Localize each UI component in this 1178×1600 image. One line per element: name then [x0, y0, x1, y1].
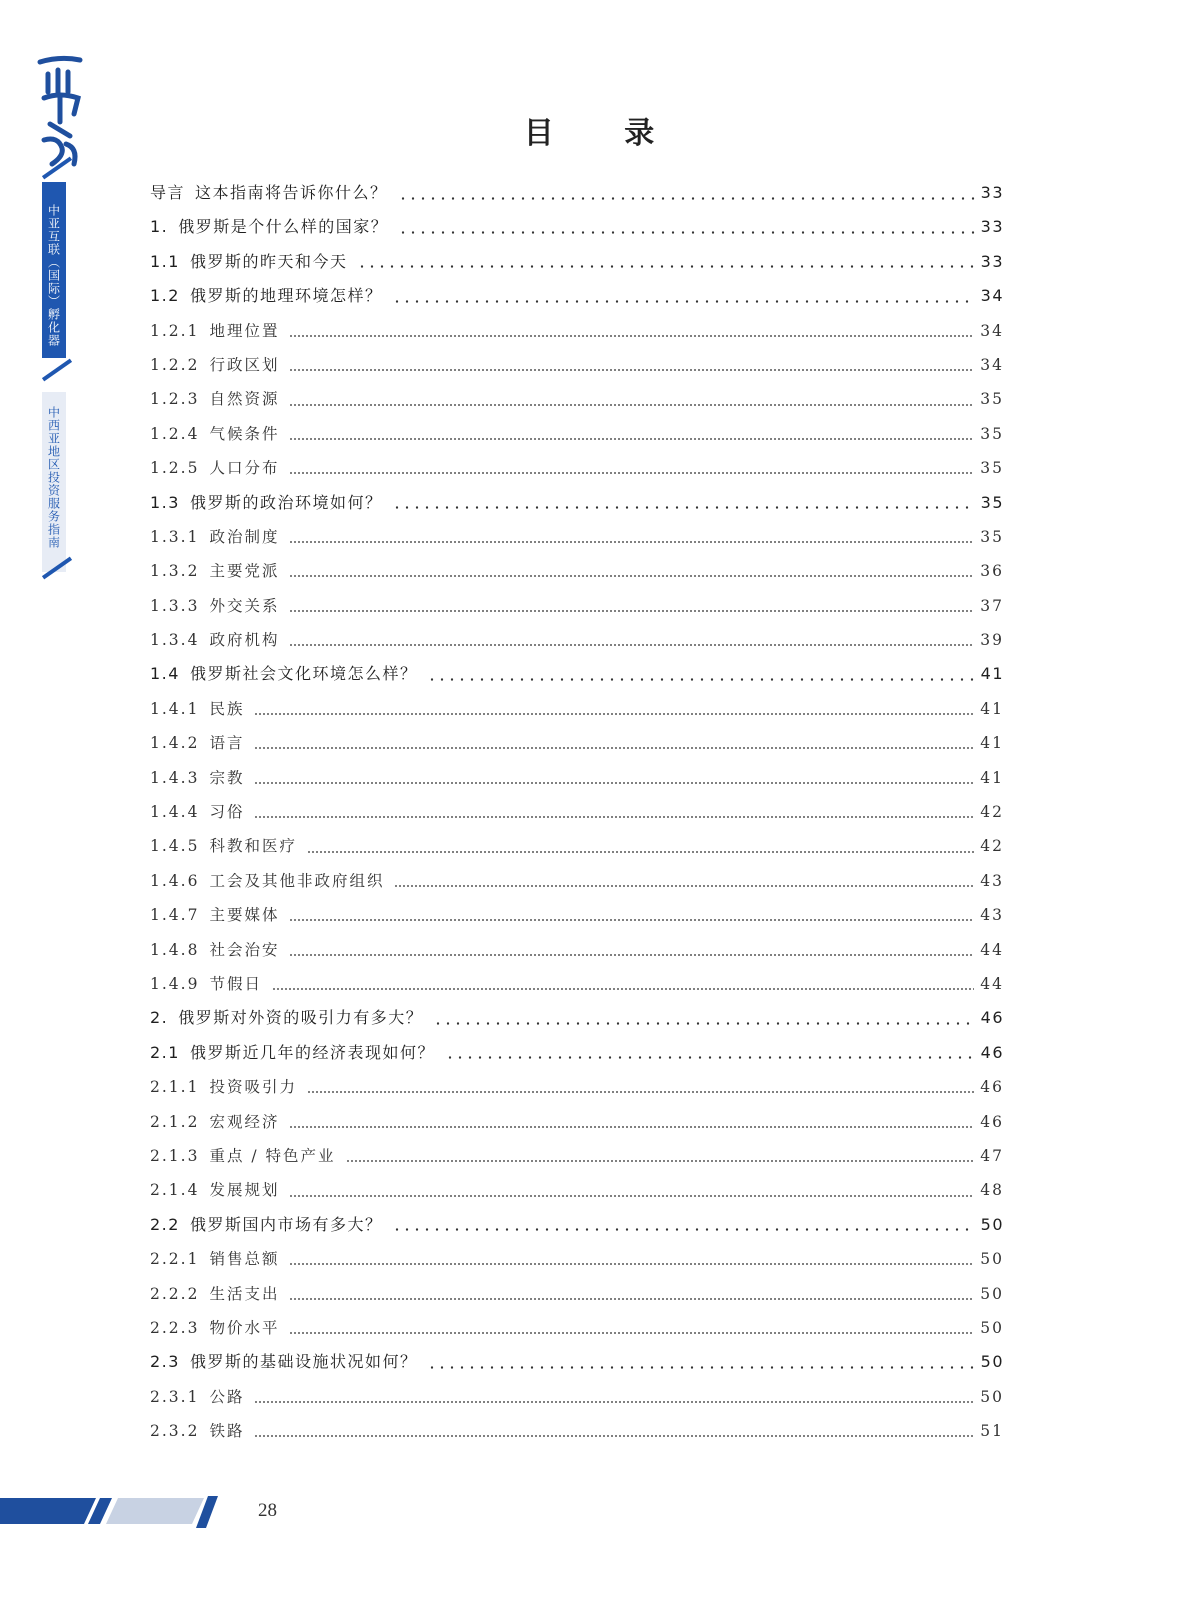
- toc-leader-dots: [357, 265, 974, 268]
- toc-entry[interactable]: [150, 692, 1004, 726]
- toc-entry-label: 科教和医疗: [209, 837, 297, 856]
- toc-entry-page: 34: [980, 321, 1004, 340]
- toc-leader-dots: [289, 335, 974, 337]
- toc-entry-label: 行政区划: [209, 355, 280, 374]
- toc-entry-number: 1.4.7: [150, 906, 200, 925]
- toc-entry[interactable]: [150, 1380, 1004, 1414]
- toc-entry-number: 1.4.1: [150, 699, 200, 718]
- toc-leader-dots: [392, 1228, 974, 1231]
- toc-leader-dots: [392, 300, 974, 303]
- spine-label-secondary: 中西亚地区投资服务指南: [42, 392, 66, 572]
- toc-entry-label: 重点 / 特色产业: [209, 1146, 336, 1165]
- toc-entry-label: 铁路: [209, 1422, 245, 1441]
- toc-leader-dots: [254, 1435, 974, 1437]
- toc-entry-page: 37: [980, 596, 1004, 615]
- toc-leader-dots: [392, 506, 974, 509]
- toc-entry[interactable]: [150, 1173, 1004, 1207]
- toc-entry-label: 发展规划: [209, 1181, 280, 1200]
- toc-leader-dots: [289, 610, 974, 612]
- toc-entry-label: 政府机构: [209, 631, 280, 650]
- toc-entry[interactable]: [150, 795, 1004, 829]
- toc-entry[interactable]: [150, 554, 1004, 588]
- page-title: 目 录: [523, 116, 685, 151]
- toc-entry-number: 1.3: [150, 492, 180, 512]
- toc-entry-page: 48: [980, 1181, 1004, 1200]
- toc-leader-dots: [254, 1401, 974, 1403]
- toc-entry-page: 46: [980, 1112, 1004, 1131]
- toc-entry[interactable]: [150, 967, 1004, 1001]
- toc-entry-page: 50: [980, 1214, 1004, 1234]
- toc-entry-label: 外交关系: [209, 596, 280, 615]
- toc-entry-number: 1.2.4: [150, 424, 200, 443]
- toc-entry[interactable]: [150, 761, 1004, 795]
- toc-entry[interactable]: [150, 1139, 1004, 1173]
- toc-entry-number: 1.3.1: [150, 527, 200, 546]
- toc-entry[interactable]: [150, 382, 1004, 416]
- toc-entry-number: 1.1: [150, 251, 180, 271]
- toc-entry-number: 1.2: [150, 286, 180, 306]
- toc-entry-page: 50: [980, 1250, 1004, 1269]
- toc-entry-page: 35: [980, 390, 1004, 409]
- toc-leader-dots: [289, 919, 974, 921]
- toc-leader-dots: [254, 747, 974, 749]
- toc-entry-label: 销售总额: [209, 1250, 280, 1269]
- toc-entry-page: 34: [980, 286, 1004, 306]
- toc-entry-number: 2.2.2: [150, 1284, 200, 1303]
- toc-entry-page: 50: [980, 1387, 1004, 1406]
- toc-entry-page: 41: [980, 734, 1004, 753]
- toc-entry-page: 35: [980, 424, 1004, 443]
- toc-entry-page: 43: [980, 906, 1004, 925]
- toc-entry-label: 语言: [209, 734, 245, 753]
- toc-entry-number: 1.4: [150, 664, 180, 684]
- toc-leader-dots: [445, 1056, 975, 1059]
- toc-entry-page: 42: [980, 803, 1004, 822]
- toc-entry-label: 俄罗斯国内市场有多大？: [189, 1214, 383, 1234]
- toc-entry[interactable]: [150, 1345, 1004, 1379]
- toc-entry-page: 43: [980, 871, 1004, 890]
- toc-leader-dots: [398, 231, 974, 234]
- toc-entry-page: 36: [980, 562, 1004, 581]
- toc-entry-label: 社会治安: [209, 940, 280, 959]
- toc-entry[interactable]: [150, 314, 1004, 348]
- toc-entry[interactable]: [150, 486, 1004, 520]
- toc-leader-dots: [289, 1298, 974, 1300]
- toc-entry-page: 44: [980, 974, 1004, 993]
- toc-entry[interactable]: [150, 657, 1004, 691]
- toc-entry-page: 39: [980, 631, 1004, 650]
- toc-entry[interactable]: [150, 898, 1004, 932]
- toc-entry[interactable]: [150, 829, 1004, 863]
- toc-leader-dots: [289, 1195, 974, 1197]
- toc-entry-number: 2.1.2: [150, 1112, 200, 1131]
- toc-entry[interactable]: [150, 1208, 1004, 1242]
- toc-entry[interactable]: [150, 279, 1004, 313]
- toc-entry-label: 宗教: [209, 768, 245, 787]
- toc-leader-dots: [289, 472, 974, 474]
- toc-entry-label: 人口分布: [209, 459, 280, 478]
- toc-entry-label: 俄罗斯的政治环境如何？: [189, 492, 383, 512]
- toc-entry-label: 俄罗斯近几年的经济表现如何？: [189, 1042, 435, 1062]
- toc-leader-dots: [289, 438, 974, 440]
- toc-leader-dots: [289, 541, 974, 543]
- toc-entry-page: 35: [980, 492, 1004, 512]
- footer-stripes: [0, 1490, 260, 1530]
- toc-entry-number: 1.4.4: [150, 803, 200, 822]
- toc-entry[interactable]: [150, 417, 1004, 451]
- toc-entry[interactable]: [150, 176, 1004, 210]
- toc-entry-page: 51: [980, 1422, 1004, 1441]
- toc-entry[interactable]: [150, 1414, 1004, 1448]
- toc-entry-page: 41: [980, 768, 1004, 787]
- toc-entry-page: 41: [980, 664, 1004, 684]
- toc-leader-dots: [289, 575, 974, 577]
- toc-entry-number: 2.2.1: [150, 1250, 200, 1269]
- toc-entry-page: 46: [980, 1042, 1004, 1062]
- toc-leader-dots: [427, 1366, 974, 1369]
- toc-entry-label: 俄罗斯是个什么样的国家？: [178, 217, 389, 237]
- toc-entry[interactable]: [150, 1105, 1004, 1139]
- toc-entry-number: 1.3.4: [150, 631, 200, 650]
- toc-entry[interactable]: [150, 1242, 1004, 1276]
- toc-leader-dots: [307, 851, 974, 853]
- toc-entry-label: 俄罗斯的地理环境怎样？: [189, 286, 383, 306]
- toc-entry-number: 1.3.3: [150, 596, 200, 615]
- toc-entry-number: 1.4.2: [150, 734, 200, 753]
- toc-entry-page: 46: [980, 1008, 1004, 1028]
- toc-leader-dots: [289, 404, 974, 406]
- toc-entry-label: 节假日: [209, 974, 262, 993]
- spine-slash: [42, 359, 72, 382]
- toc-leader-dots: [254, 782, 974, 784]
- toc-entry-number: 1.2.1: [150, 321, 200, 340]
- toc-entry[interactable]: [150, 210, 1004, 244]
- toc-entry[interactable]: [150, 623, 1004, 657]
- toc-entry-page: 44: [980, 940, 1004, 959]
- toc-leader-dots: [289, 644, 974, 646]
- toc-entry-label: 工会及其他非政府组织: [209, 871, 385, 890]
- spine-label-primary: 中亚互联（国际）孵化器: [42, 182, 66, 358]
- toc-entry-number: 2.1: [150, 1042, 180, 1062]
- toc-entry-label: 投资吸引力: [209, 1078, 297, 1097]
- toc-leader-dots: [398, 197, 975, 200]
- toc-entry[interactable]: [150, 1070, 1004, 1104]
- toc-entry[interactable]: [150, 348, 1004, 382]
- toc-entry-number: 1.2.3: [150, 390, 200, 409]
- toc-entry-number: 1.3.2: [150, 562, 200, 581]
- toc-entry-page: 33: [980, 217, 1004, 237]
- toc-entry-label: 俄罗斯对外资的吸引力有多大？: [178, 1008, 424, 1028]
- toc-entry-page: 46: [980, 1078, 1004, 1097]
- toc-entry[interactable]: [150, 864, 1004, 898]
- toc-leader-dots: [272, 988, 974, 990]
- toc-entry-label: 习俗: [209, 803, 245, 822]
- toc-entry-page: 50: [980, 1318, 1004, 1337]
- toc-entry-label: 气候条件: [209, 424, 280, 443]
- toc-entry-number: 2.1.1: [150, 1078, 200, 1097]
- page-number: 28: [258, 1500, 277, 1521]
- toc-entry-number: 2.3: [150, 1352, 180, 1372]
- spine-decoration: [0, 0, 110, 620]
- toc-leader-dots: [289, 1332, 974, 1334]
- toc-entry-page: 47: [980, 1146, 1004, 1165]
- toc-entry-label: 物价水平: [209, 1318, 280, 1337]
- toc-leader-dots: [346, 1160, 975, 1162]
- toc-leader-dots: [289, 1263, 974, 1265]
- toc-entry[interactable]: [150, 589, 1004, 623]
- toc-entry-page: 33: [980, 251, 1004, 271]
- toc-leader-dots: [307, 1091, 974, 1093]
- toc-entry[interactable]: [150, 1277, 1004, 1311]
- toc-entry-number: 2.: [150, 1008, 169, 1028]
- toc-entry[interactable]: [150, 1001, 1004, 1035]
- toc-entry-label: 生活支出: [209, 1284, 280, 1303]
- toc-entry-number: 2.1.4: [150, 1181, 200, 1200]
- toc-entry-label: 民族: [209, 699, 245, 718]
- toc-entry-number: 2.2: [150, 1214, 180, 1234]
- toc-entry-page: 50: [980, 1352, 1004, 1372]
- toc-entry[interactable]: [150, 520, 1004, 554]
- toc-leader-dots: [394, 885, 974, 887]
- toc-entry-page: 42: [980, 837, 1004, 856]
- toc-entry-page: 41: [980, 699, 1004, 718]
- toc-entry-page: 35: [980, 459, 1004, 478]
- toc-entry-label: 这本指南将告诉你什么？: [195, 183, 388, 202]
- toc-entry-number: 1.: [150, 217, 169, 237]
- toc-leader-dots: [289, 369, 974, 371]
- toc-entry-number: 1.4.9: [150, 974, 200, 993]
- toc-entry-page: 34: [980, 355, 1004, 374]
- toc-entry-label: 政治制度: [209, 527, 280, 546]
- toc-entry[interactable]: [150, 933, 1004, 967]
- toc-entry[interactable]: [150, 726, 1004, 760]
- toc-entry-page: 35: [980, 527, 1004, 546]
- toc-entry-label: 俄罗斯社会文化环境怎么样？: [189, 664, 418, 684]
- toc-entry-number: 2.2.3: [150, 1318, 200, 1337]
- toc-entry-number: 1.2.2: [150, 355, 200, 374]
- toc-entry-number: 1.4.6: [150, 871, 200, 890]
- toc-entry[interactable]: [150, 1311, 1004, 1345]
- toc-leader-dots: [289, 954, 974, 956]
- toc-entry-number: 1.2.5: [150, 459, 200, 478]
- toc-entry-page: 50: [980, 1284, 1004, 1303]
- toc-entry-number: 1.4.3: [150, 768, 200, 787]
- toc-entry-number: 1.4.5: [150, 837, 200, 856]
- toc-entry-label: 主要媒体: [209, 906, 280, 925]
- toc-leader-dots: [433, 1022, 974, 1025]
- toc-entry-page: 33: [980, 183, 1004, 202]
- table-of-contents: [150, 176, 1004, 1448]
- toc-leader-dots: [289, 1126, 974, 1128]
- toc-entry-number: 导言: [150, 183, 186, 202]
- toc-entry-label: 地理位置: [209, 321, 280, 340]
- toc-entry-number: 2.1.3: [150, 1146, 200, 1165]
- toc-entry[interactable]: [150, 245, 1004, 279]
- toc-leader-dots: [427, 678, 974, 681]
- toc-leader-dots: [254, 713, 974, 715]
- toc-entry[interactable]: [150, 1036, 1004, 1070]
- toc-entry-label: 俄罗斯的昨天和今天: [189, 251, 348, 271]
- toc-entry-label: 公路: [209, 1387, 245, 1406]
- toc-entry-label: 宏观经济: [209, 1112, 280, 1131]
- toc-entry[interactable]: [150, 451, 1004, 485]
- toc-entry-number: 1.4.8: [150, 940, 200, 959]
- toc-entry-label: 自然资源: [209, 390, 280, 409]
- toc-entry-number: 2.3.2: [150, 1422, 200, 1441]
- toc-leader-dots: [254, 816, 974, 818]
- toc-entry-label: 俄罗斯的基础设施状况如何？: [189, 1352, 418, 1372]
- toc-entry-number: 2.3.1: [150, 1387, 200, 1406]
- toc-entry-label: 主要党派: [209, 562, 280, 581]
